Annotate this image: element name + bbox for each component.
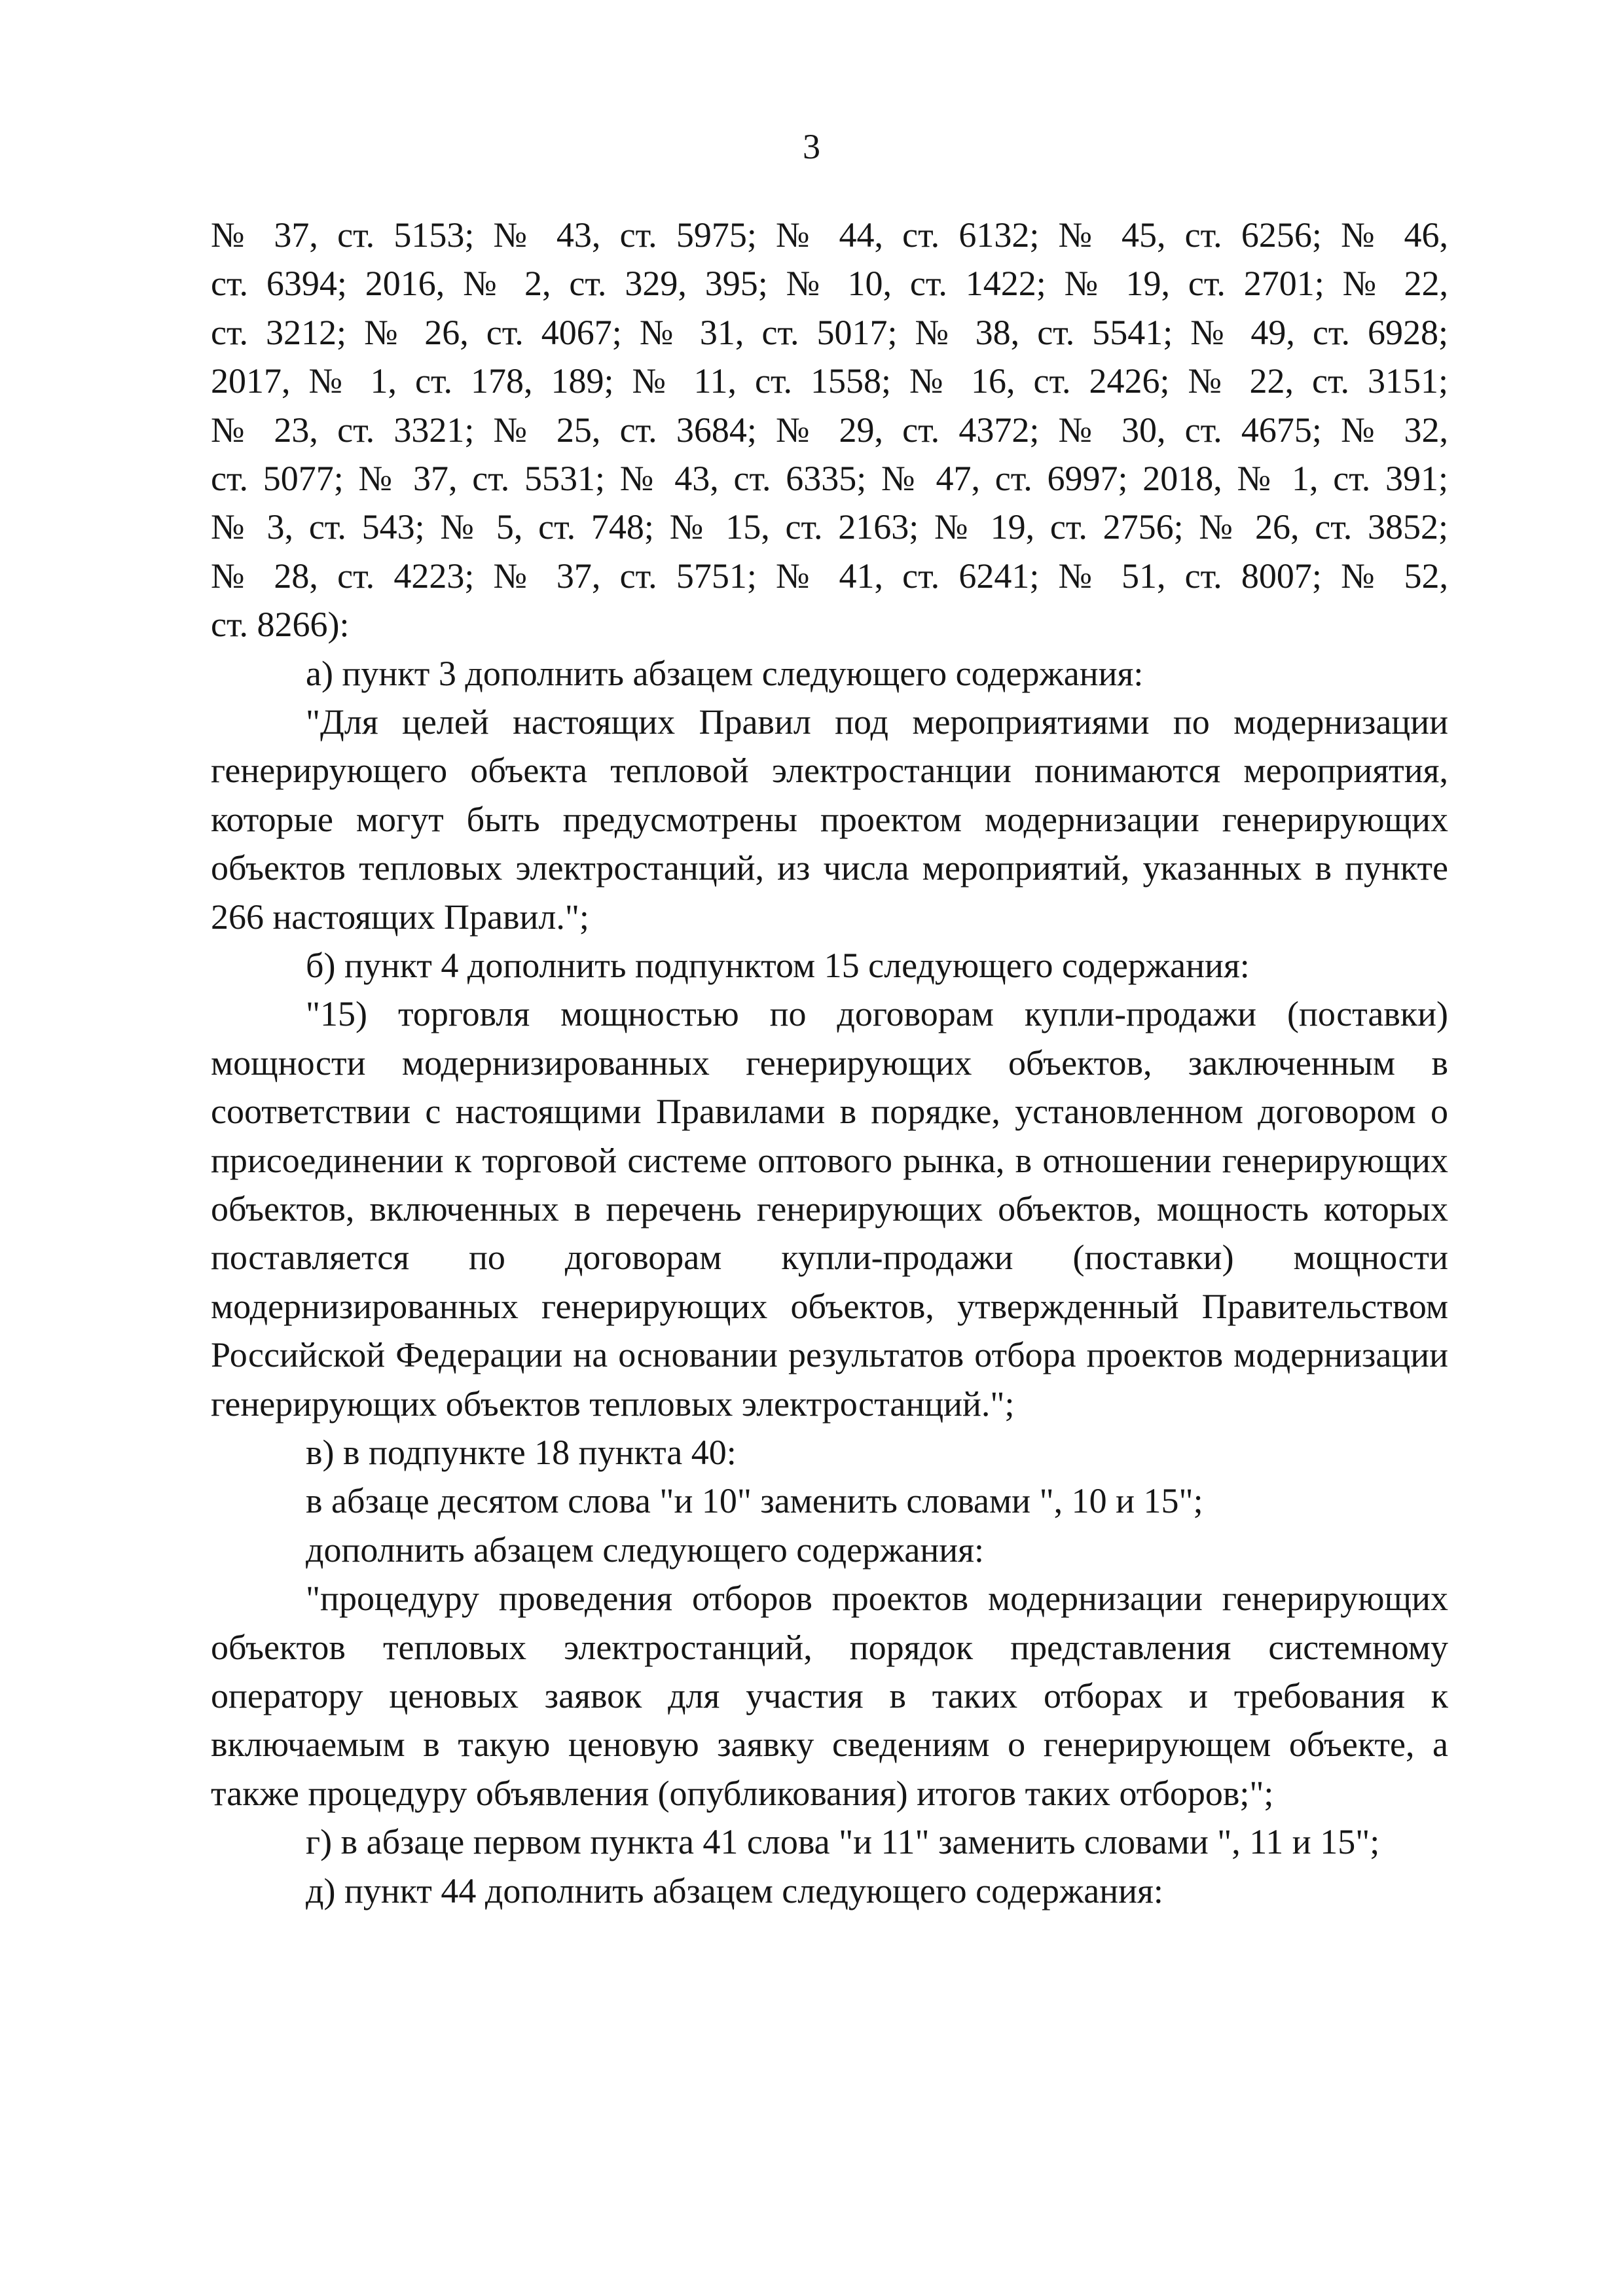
paragraph-b-intro: б) пункт 4 дополнить подпунктом 15 следующего содержания: <box>306 945 1250 985</box>
citation-line: ст. 8266): <box>211 605 350 645</box>
paragraph-a-text: "Для целей настоящих Правил под мероприятиями по модернизации генерирующего объекта тепловой электростанции понимаются мероприятия, которые могут быть предусмотрены проектом модернизации генерирующих объектов тепловых электростанций, из числа мероприятий, указанных в пункте 266 настоящих Правил."; <box>211 702 1448 937</box>
citation-block <box>211 211 1448 649</box>
paragraph-v-item2: дополнить абзацем следующего содержания: <box>306 1530 985 1570</box>
citation-line: № 3, ст. 543; № 5, ст. 748; № 15, ст. 2163; № 19, ст. 2756; № 26, ст. 3852; <box>211 507 1448 547</box>
citation-line: № 37, ст. 5153; № 43, ст. 5975; № 44, ст. 6132; № 45, ст. 6256; № 46, <box>211 215 1448 255</box>
paragraph-g-text: г) в абзаце первом пункта 41 слова "и 11" заменить словами ", 11 и 15"; <box>306 1822 1380 1862</box>
paragraph-d-intro: д) пункт 44 дополнить абзацем следующего содержания: <box>306 1871 1163 1910</box>
citation-line: ст. 6394; 2016, № 2, ст. 329, 395; № 10, ст. 1422; № 19, ст. 2701; № 22, <box>211 264 1448 304</box>
citation-line: 2017, № 1, ст. 178, 189; № 11, ст. 1558; № 16, ст. 2426; № 22, ст. 3151; <box>211 361 1448 401</box>
citation-line: № 23, ст. 3321; № 25, ст. 3684; № 29, ст. 4372; № 30, ст. 4675; № 32, <box>211 410 1448 450</box>
paragraph-a-intro: а) пункт 3 дополнить абзацем следующего содержания: <box>306 653 1144 693</box>
paragraph-v-text: "процедуру проведения отборов проектов модернизации генерирующих объектов тепловых электростанций, порядок представления системному оператору ценовых заявок для участия в таких отборах и требования к включаемым в такую ценовую заявку сведениям о генерирующем объекте, а также процедуру объявления (опубликования) итогов таких отборов;"; <box>211 1579 1448 1813</box>
paragraph-v-item1: в абзаце десятом слова "и 10" заменить словами ", 10 и 15"; <box>306 1481 1203 1521</box>
page-number: 3 <box>803 127 820 166</box>
document-body <box>211 211 1448 1915</box>
citation-line: ст. 3212; № 26, ст. 4067; № 31, ст. 5017; № 38, ст. 5541; № 49, ст. 6928; <box>211 312 1448 352</box>
paragraph-b-text: "15) торговля мощностью по договорам купли-продажи (поставки) мощности модернизированных генерирующих объектов, заключенным в соответствии с настоящими Правилами в порядке, установленном договором о присоединении к торговой системе оптового рынка, в отношении генерирующих объектов, включенных в перечень генерирующих объектов, мощность которых поставляется по договорам купли-продажи (поставки) мощности модернизированных генерирующих объектов, утвержденный Правительством Российской Федерации на основании результатов отбора проектов модернизации генерирующих объектов тепловых электростанций."; <box>211 994 1448 1424</box>
citation-line: ст. 5077; № 37, ст. 5531; № 43, ст. 6335; № 47, ст. 6997; 2018, № 1, ст. 391; <box>211 458 1448 498</box>
paragraph-v-intro: в) в подпункте 18 пункта 40: <box>306 1433 737 1473</box>
citation-line: № 28, ст. 4223; № 37, ст. 5751; № 41, ст. 6241; № 51, ст. 8007; № 52, <box>211 556 1448 596</box>
